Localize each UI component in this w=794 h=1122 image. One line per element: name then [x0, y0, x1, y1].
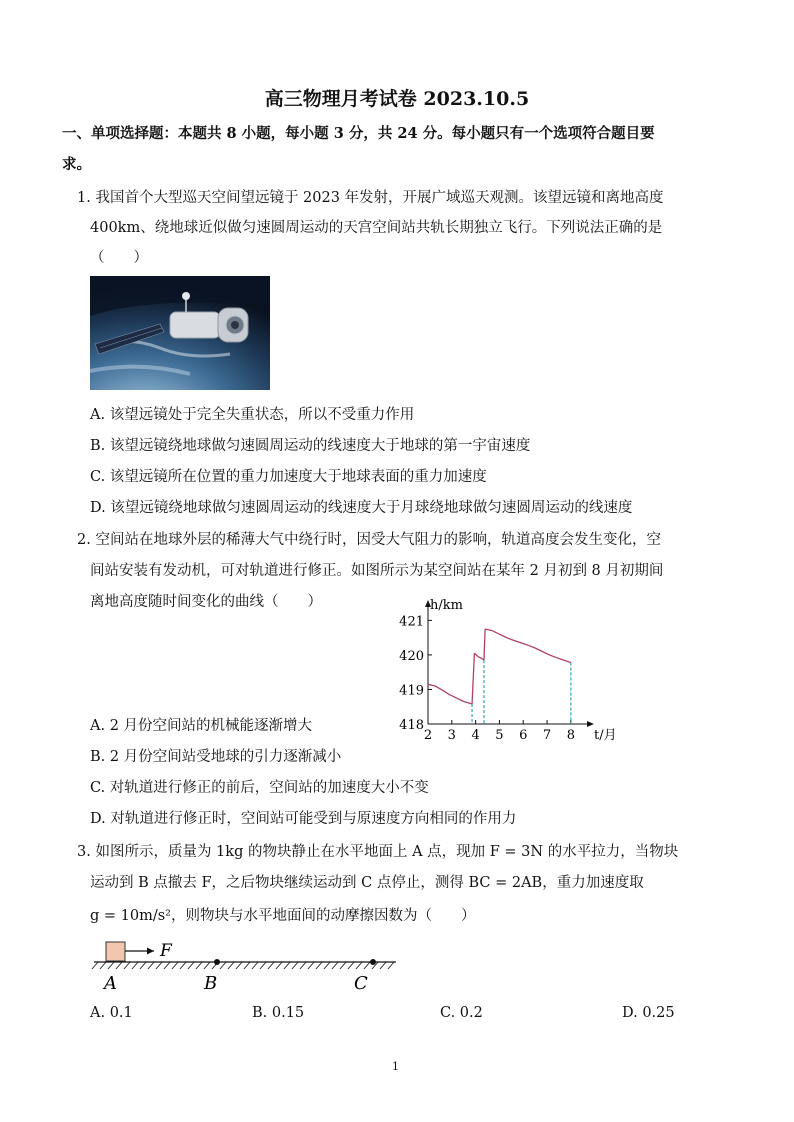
q1-option-d: D. 该望远镜绕地球做匀速圆周运动的线速度大于月球绕地球做匀速圆周运动的线速度 — [90, 500, 633, 516]
q3-line1: 3. 如图所示，质量为 1kg 的物块静止在水平地面上 A 点，现加 F = 3N 的水平拉力，当物块 — [77, 844, 679, 860]
q1-option-c: C. 该望远镜所在位置的重力加速度大于地球表面的重力加速度 — [90, 469, 487, 485]
point-c-dot — [370, 959, 376, 965]
point-c-label: C — [354, 973, 368, 994]
x-tick-label: 7 — [542, 728, 552, 743]
q1-option-a: A. 该望远镜处于完全失重状态，所以不受重力作用 — [90, 407, 415, 423]
x-axis-arrow-icon — [587, 721, 594, 727]
y-tick-label: 418 — [399, 718, 424, 733]
q3-option-a: A. 0.1 — [90, 1005, 133, 1021]
section-heading-line1: 一、单项选择题：本题共 8 小题，每小题 3 分，共 24 分。每小题只有一个选项符合题目要 — [62, 125, 655, 142]
y-tick-label: 421 — [399, 614, 424, 630]
q1-answer-paren: （ ） — [90, 250, 148, 266]
force-label: F — [160, 941, 172, 961]
altitude-chart — [390, 596, 617, 748]
altitude-curve-segment — [474, 653, 484, 660]
force-arrow-icon — [147, 948, 154, 955]
q3-line2: 运动到 B 点撤去 F，之后物块继续运动到 C 点停止，测得 BC = 2AB，重力加速度取 — [90, 875, 644, 891]
section-heading-line2: 求。 — [62, 156, 91, 173]
block — [106, 942, 125, 961]
q3-option-c: C. 0.2 — [440, 1005, 483, 1021]
x-axis-label: t/月 — [594, 728, 617, 743]
x-tick-label: 3 — [447, 728, 456, 743]
x-tick-label: 8 — [566, 728, 575, 743]
page-number: 1 — [392, 1060, 399, 1073]
point-a-label: A — [104, 973, 117, 994]
orbit-correction-jump — [472, 653, 474, 704]
y-axis-label: h/km — [430, 598, 463, 613]
x-tick-label: 6 — [519, 728, 528, 743]
y-tick-label: 420 — [399, 648, 424, 664]
q2-option-c: C. 对轨道进行修正的前后，空间站的加速度大小不变 — [90, 780, 429, 796]
q2-line1: 2. 空间站在地球外层的稀薄大气中绕行时，因受大气阻力的影响，轨道高度会发生变化，空 — [77, 532, 661, 548]
orbit-correction-jump — [484, 629, 485, 660]
q3-line3: g = 10m/s²，则物块与水平地面间的动摩擦因数为（ ） — [90, 908, 476, 924]
q2-line3: 离地高度随时间变化的曲线（ ） — [90, 594, 322, 610]
point-b-label: B — [204, 973, 218, 994]
x-tick-label: 2 — [423, 728, 433, 743]
altitude-curve-segment — [485, 629, 571, 663]
q2-option-d: D. 对轨道进行修正时，空间站可能受到与原速度方向相同的作用力 — [90, 811, 517, 827]
q2-option-a: A. 2 月份空间站的机械能逐渐增大 — [90, 718, 313, 734]
y-tick-label: 419 — [399, 683, 424, 699]
point-b-dot — [214, 959, 220, 965]
q1-option-b: B. 该望远镜绕地球做匀速圆周运动的线速度大于地球的第一宇宙速度 — [90, 438, 531, 454]
q3-option-d: D. 0.25 — [622, 1005, 675, 1021]
x-tick-label: 5 — [495, 728, 504, 743]
q2-option-b: B. 2 月份空间站受地球的引力逐渐减小 — [90, 749, 342, 765]
altitude-curve-segment — [428, 684, 472, 704]
page-title: 高三物理月考试卷 2023.10.5 — [264, 88, 530, 110]
q2-line2: 间站安装有发动机，可对轨道进行修正。如图所示为某空间站在某年 2 月初到 8 月初期间 — [90, 563, 664, 579]
q3-option-b: B. 0.15 — [252, 1005, 305, 1021]
block-motion-diagram — [90, 938, 410, 996]
q1-line1: 1. 我国首个大型巡天空间望远镜于 2023 年发射，开展广域巡天观测。该望远镜和离地高度 — [77, 190, 664, 206]
q1-line2: 400km、绕地球近似做匀速圆周运动的天宫空间站共轨长期独立飞行。下列说法正确的是 — [90, 220, 663, 236]
space-station-photo — [90, 276, 270, 390]
x-tick-label: 4 — [471, 728, 480, 743]
